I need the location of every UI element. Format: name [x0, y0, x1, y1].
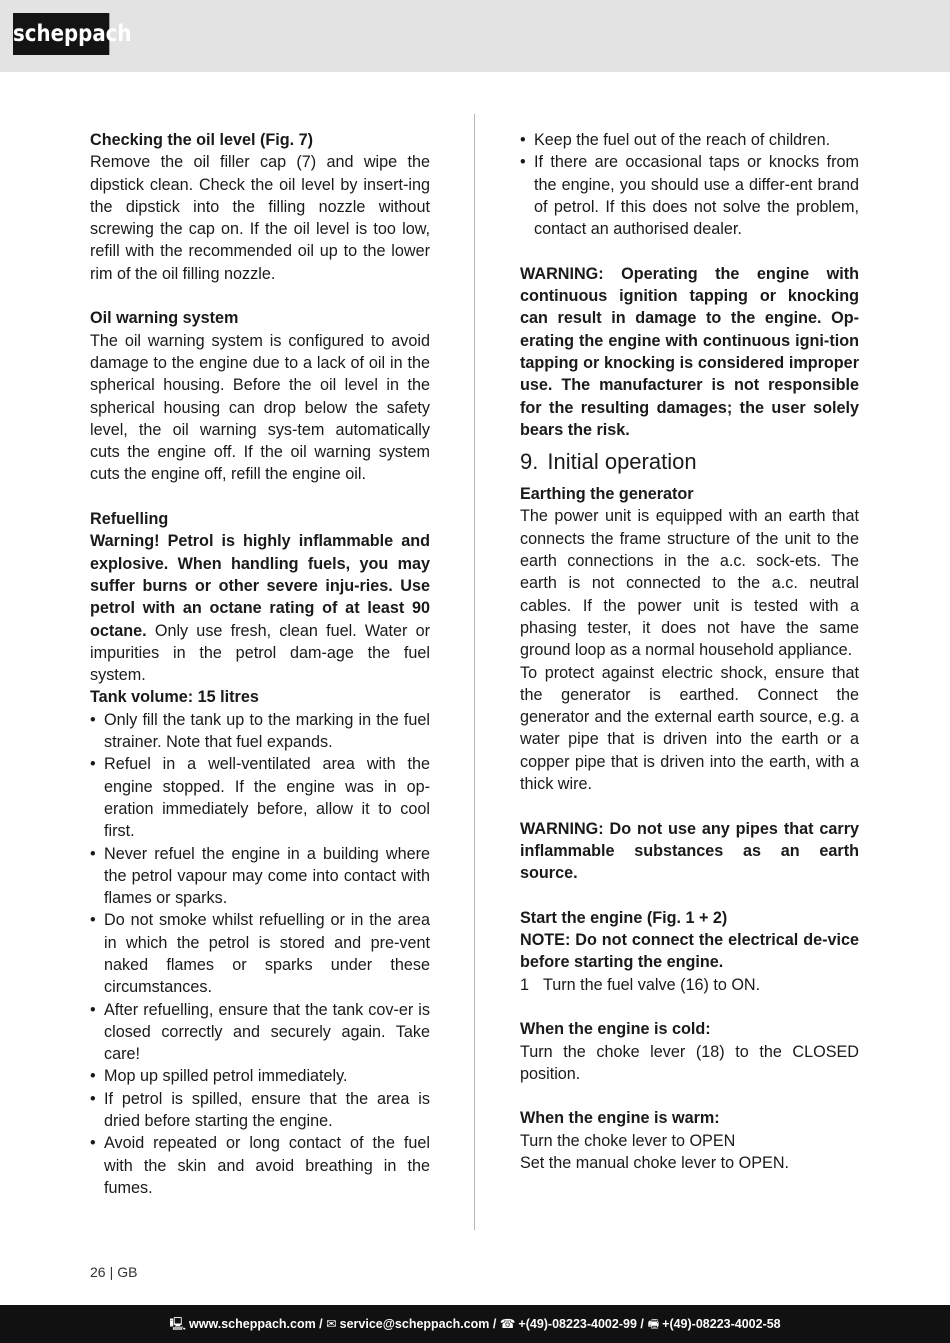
brand-logo: scheppach — [13, 13, 109, 55]
page-separator: | — [109, 1264, 114, 1280]
list-item: • Refuel in a well-ventilated area with the engine stopped. If the engine was in op-eration immediately before, allow it to cool first. — [90, 753, 430, 842]
refuelling-heading: Refuelling — [90, 510, 169, 529]
section-heading — [520, 441, 859, 483]
refuelling-warning: Warning! Petrol is highly inflammable and explosive. When handling fuels, you may suffer burns or other severe inju-ries. Use petrol with an octane rating of at least 90 octane. — [90, 532, 430, 640]
fuel-bullet-list — [520, 129, 859, 240]
fax-number: +(49)-08223-4002-58 — [662, 1317, 781, 1331]
website-link[interactable]: www.scheppach.com / — [189, 1317, 323, 1331]
cold-heading: When the engine is cold: — [520, 1020, 711, 1039]
email-link[interactable]: service@scheppach.com / — [339, 1317, 497, 1331]
refuelling-text: Only use fresh, clean fuel. Water or impurities in the petrol dam-age the fuel system. — [90, 621, 430, 685]
list-item: • If petrol is spilled, ensure that the area is dried before starting the engine. — [90, 1088, 430, 1133]
phone-icon: ☎ — [499, 1317, 516, 1331]
tank-volume: Tank volume: 15 litres — [90, 688, 259, 707]
warm-line-1: Turn the choke lever to OPEN — [520, 1131, 736, 1150]
list-item: • After refuelling, ensure that the tank cov-er is closed correctly and securely again. Take care! — [90, 999, 430, 1066]
left-column — [90, 129, 430, 1199]
step-number: 1 — [520, 975, 530, 994]
list-item: • Do not smoke whilst refuelling or in the area in which the petrol is stored and pre-vent naked flames or sparks under these circumstances. — [90, 909, 430, 998]
cold-text: Turn the choke lever (18) to the CLOSED position. — [520, 1042, 859, 1083]
step-text: Turn the fuel valve (16) to ON. — [543, 975, 761, 994]
list-item: • If there are occasional taps or knocks from the engine, you should use a differ-ent brand of petrol. If this does not solve the problem, contact an authorised dealer. — [520, 151, 859, 240]
page-number: 26 — [90, 1264, 106, 1280]
start-note: NOTE: Do not connect the electrical de-vice before starting the engine. — [520, 931, 859, 972]
contact-footer — [0, 1305, 950, 1343]
oil-level-heading: Checking the oil level (Fig. 7) — [90, 131, 314, 149]
start-heading: Start the engine (Fig. 1 + 2) — [520, 908, 728, 927]
phone-number: +(49)-08223-4002-99 / — [518, 1317, 644, 1331]
section-title: Initial operation — [547, 449, 697, 475]
refuelling-bullet-list — [90, 709, 430, 1200]
computer-icon: 🖳 — [169, 1317, 187, 1331]
knocking-warning: WARNING: Operating the engine with continuous ignition tapping or knocking can result in damage to the engine. Op-erating the engine with continuous igni-tion tapping or knocking is considered improper use. The manufacturer is not responsible for the resulting damages; the user solely bears the risk. — [520, 264, 859, 439]
header-band — [0, 0, 950, 72]
page-number-area — [90, 1264, 137, 1280]
list-item: • Mop up spilled petrol immediately. — [90, 1065, 430, 1087]
list-item: • Only fill the tank up to the marking in the fuel strainer. Note that fuel expands. — [90, 709, 430, 754]
refuelling-paragraph — [90, 530, 430, 686]
earthing-warning: WARNING: Do not use any pipes that carry inflammable substances as an earth source. — [520, 819, 859, 883]
warm-line-2: Set the manual choke lever to OPEN. — [520, 1154, 790, 1173]
fax-icon: 🖷 — [647, 1317, 660, 1331]
earthing-text-1: The power unit is equipped with an earth that connects the frame structure of the unit to the earth connections in the a.c. sock-ets. The earth is not connected to the a.c. neutral cables. If the power unit is tested with a phasing tester, it does not have the same ground loop as a normal household appliance. — [520, 507, 859, 660]
oil-warning-text: The oil warning system is configured to avoid damage to the engine due to a lack of oil in the spherical housing. Before the oil level in the spherical housing can drop below the safety level, the oil warning sys-tem automatically cuts the engine off. If the oil warning system cuts the engine off, refill the engine oil. — [90, 331, 430, 484]
earthing-text-2: To protect against electric shock, ensure that the generator is earthed. Connect the generator and the external earth source, e.g. a water pipe that is driven into the earth or a copper pipe that is driven into the earth, with a thick wire. — [520, 663, 859, 794]
oil-warning-heading: Oil warning system — [90, 309, 239, 328]
list-item: • Avoid repeated or long contact of the fuel with the skin and avoid breathing in the fumes. — [90, 1132, 430, 1199]
start-step — [520, 974, 859, 996]
email-icon: ✉ — [326, 1317, 337, 1331]
section-number: 9. — [520, 449, 539, 475]
right-column — [520, 129, 859, 1174]
warm-heading: When the engine is warm: — [520, 1109, 720, 1128]
list-item: • Never refuel the engine in a building where the petrol vapour may come into contact with flames or sparks. — [90, 843, 430, 910]
earthing-heading: Earthing the generator — [520, 485, 694, 504]
list-item: • Keep the fuel out of the reach of children. — [520, 129, 859, 151]
oil-level-text: Remove the oil filler cap (7) and wipe the dipstick clean. Check the oil level by insert-ing the dipstick into the filling nozzle without screwing the cap on. If the oil level is too low, refill with the recommended oil up to the lower rim of the oil filling nozzle. — [90, 153, 430, 283]
column-divider — [474, 114, 475, 1230]
language-code: GB — [117, 1264, 138, 1280]
